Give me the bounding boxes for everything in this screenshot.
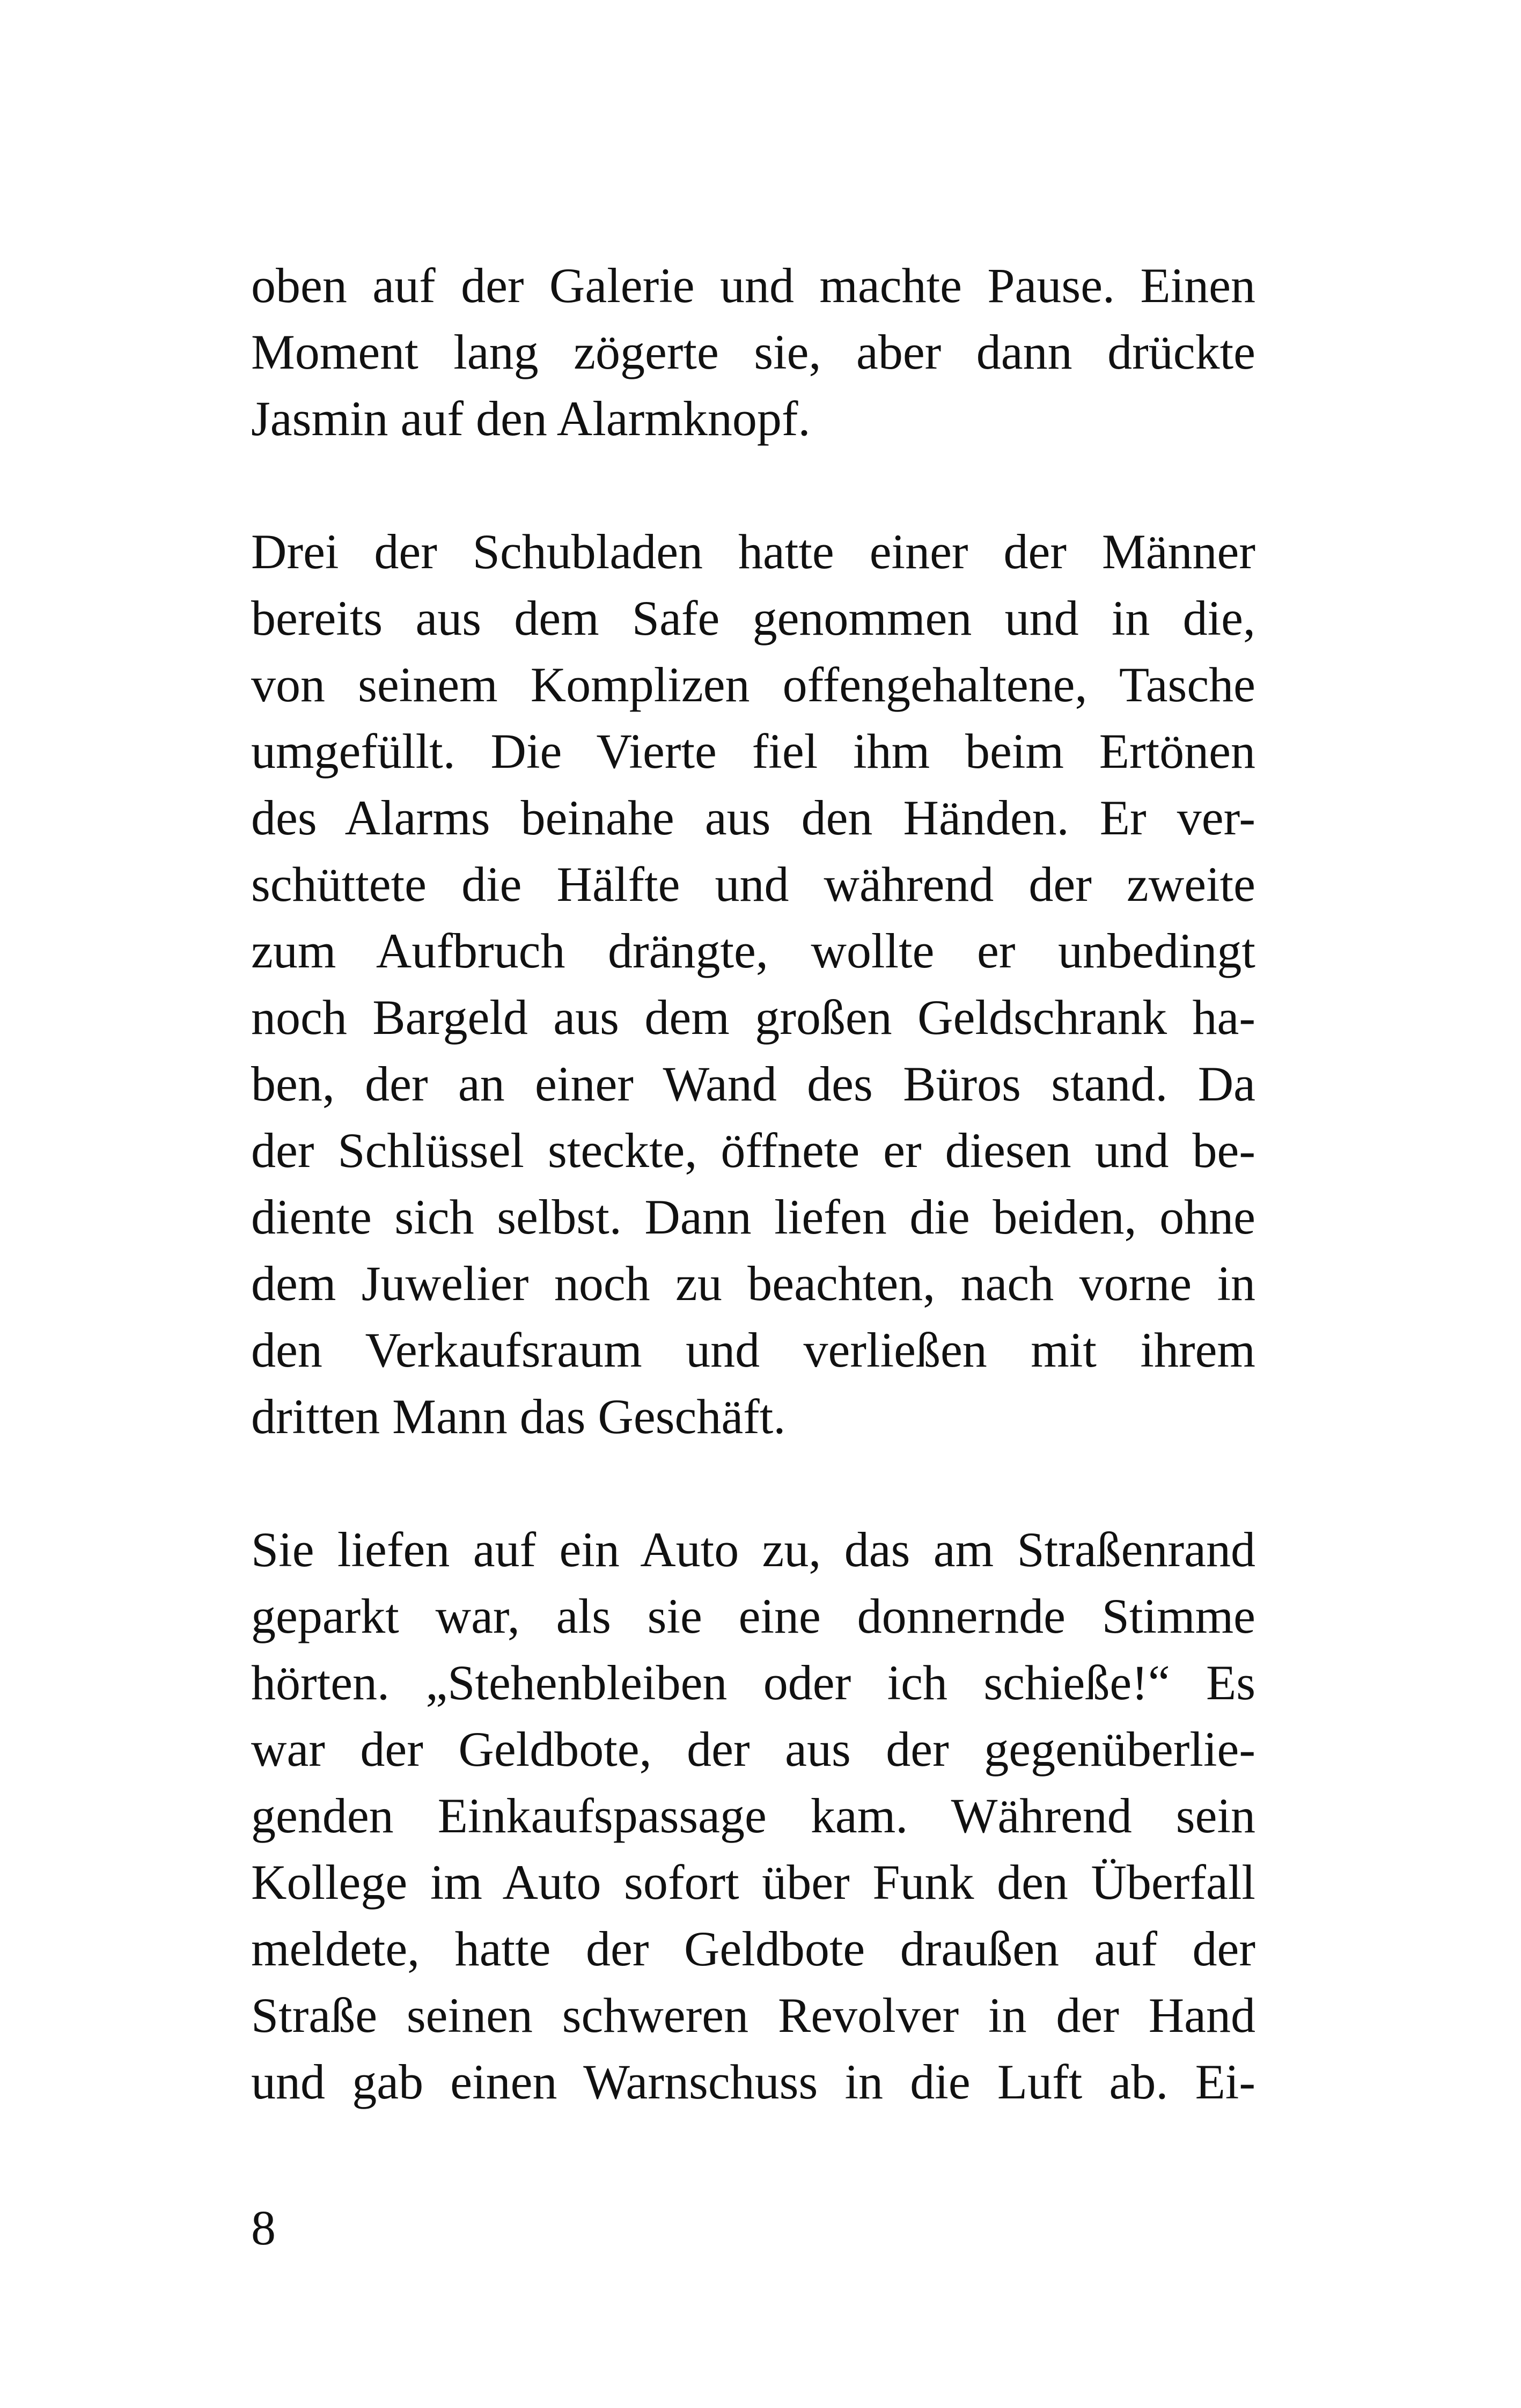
paragraph-gap <box>251 1450 1255 1516</box>
text-line: Sie liefen auf ein Auto zu, das am Straßenrand <box>251 1522 1255 1577</box>
text-line: der Schlüssel steckte, öffnete er diesen und be- <box>251 1123 1255 1178</box>
text-line: meldete, hatte der Geldbote draußen auf der <box>251 1921 1255 1976</box>
text-line: umgefüllt. Die Vierte fiel ihm beim Ertönen <box>251 724 1255 779</box>
page-body <box>251 252 1255 2115</box>
text-line: Drei der Schubladen hatte einer der Männer <box>251 524 1255 579</box>
text-line: den Verkaufsraum und verließen mit ihrem <box>251 1323 1255 1377</box>
text-line: oben auf der Galerie und machte Pause. Einen <box>251 258 1255 313</box>
text-line: schüttete die Hälfte und während der zweite <box>251 857 1255 912</box>
text-line: Straße seinen schweren Revolver in der Hand <box>251 1988 1255 2043</box>
text-line: ben, der an einer Wand des Büros stand. Da <box>251 1056 1255 1111</box>
text-line: Kollege im Auto sofort über Funk den Überfall <box>251 1855 1255 1910</box>
text-line: des Alarms beinahe aus den Händen. Er ver- <box>251 790 1255 845</box>
text-line: zum Aufbruch drängte, wollte er unbedingt <box>251 923 1255 978</box>
paragraph <box>251 1516 1255 2115</box>
text-line: war der Geldbote, der aus der gegenüberlie- <box>251 1722 1255 1776</box>
text-line: und gab einen Warnschuss in die Luft ab. Ei- <box>251 2054 1255 2109</box>
text-line: hörten. „Stehenbleiben oder ich schieße!“ Es <box>251 1655 1255 1710</box>
text-line: Jasmin auf den Alarmknopf. <box>251 391 811 446</box>
text-line: noch Bargeld aus dem großen Geldschrank ha- <box>251 990 1255 1045</box>
page-number: 8 <box>251 2200 276 2255</box>
text-line: genden Einkaufspassage kam. Während sein <box>251 1788 1255 1843</box>
text-line: dritten Mann das Geschäft. <box>251 1389 786 1444</box>
text-line: von seinem Komplizen offengehaltene, Tasche <box>251 657 1255 712</box>
text-line: Moment lang zögerte sie, aber dann drückte <box>251 325 1255 379</box>
text-line: diente sich selbst. Dann liefen die beiden, ohne <box>251 1190 1255 1244</box>
text-line: dem Juwelier noch zu beachten, nach vorne in <box>251 1256 1255 1311</box>
text-line: geparkt war, als sie eine donnernde Stimme <box>251 1589 1255 1643</box>
text-line: bereits aus dem Safe genommen und in die, <box>251 591 1255 645</box>
paragraph <box>251 518 1255 1450</box>
paragraph <box>251 252 1255 452</box>
paragraph-gap <box>251 452 1255 518</box>
